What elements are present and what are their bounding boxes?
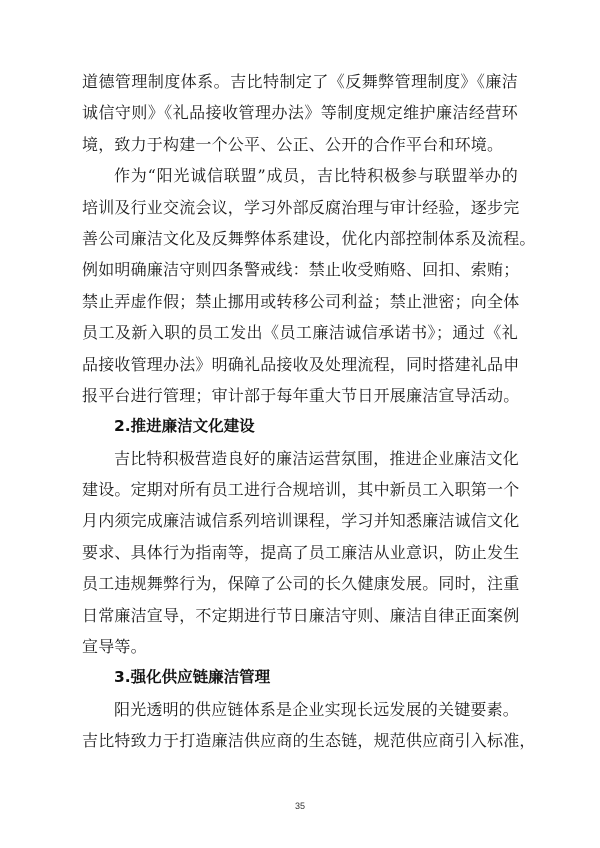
text-line: 培训及行业交流会议，学习外部反腐治理与审计经验，逐步完	[82, 197, 520, 217]
text-line: 道德管理制度体系。吉比特制定了《反舞弊管理制度》《廉洁	[82, 72, 518, 91]
page-number: 35	[294, 801, 305, 811]
paragraph-sunshine-alliance	[82, 160, 536, 411]
text-line: 报平台进行管理；审计部于每年重大节日开展廉洁宣导活动。	[82, 385, 520, 405]
paragraph-policy-system	[82, 66, 518, 160]
text-line: 作为“阳光诚信联盟”成员，吉比特积极参与联盟举办的	[114, 166, 518, 186]
text-line: 禁止弄虚作假；禁止挪用或转移公司利益；禁止泄密；向全体	[82, 291, 520, 311]
paragraph-supply-chain	[82, 694, 536, 757]
paragraph-integrity-culture	[82, 443, 518, 663]
text-line: 境，致力于构建一个公平、公正、公开的合作平台和环境。	[82, 134, 504, 154]
section-heading-supply-chain: 3.强化供应链廉洁管理	[114, 668, 271, 687]
text-line: 宣导等。	[82, 637, 147, 657]
text-line: 员工及新入职的员工发出《员工廉洁诚信承诺书》；通过《礼	[82, 323, 518, 343]
text-line: 善公司廉洁文化及反舞弊体系建设，优化内部控制体系及流程。	[82, 228, 536, 248]
text-line: 吉比特积极营造良好的廉洁运营氛围，推进企业廉洁文化	[114, 448, 520, 468]
text-line: 员工违规舞弊行为，保障了公司的长久健康发展。同时，注重	[82, 574, 520, 594]
text-line: 建设。定期对所有员工进行合规培训，其中新员工入职第一个	[82, 480, 520, 500]
text-line: 诚信守则》《礼品接收管理办法》等制度规定维护廉洁经营环	[82, 103, 518, 123]
text-line: 例如明确廉洁守则四条警戒线：禁止收受贿赂、回扣、索贿；	[82, 260, 520, 280]
text-line: 月内须完成廉洁诚信系列培训课程，学习并知悉廉洁诚信文化	[82, 511, 520, 531]
section-heading-integrity-culture: 2.推进廉洁文化建设	[114, 417, 255, 436]
document-body	[82, 66, 536, 757]
text-line: 阳光透明的供应链体系是企业实现长远发展的关键要素。	[114, 699, 520, 719]
text-line: 日常廉洁宣导，不定期进行节日廉洁守则、廉洁自律正面案例	[82, 605, 520, 625]
text-line: 品接收管理办法》明确礼品接收及处理流程，同时搭建礼品申	[82, 354, 520, 374]
text-line: 吉比特致力于打造廉洁供应商的生态链，规范供应商引入标准，	[82, 731, 536, 751]
text-line: 要求、具体行为指南等，提高了员工廉洁从业意识，防止发生	[82, 542, 520, 562]
